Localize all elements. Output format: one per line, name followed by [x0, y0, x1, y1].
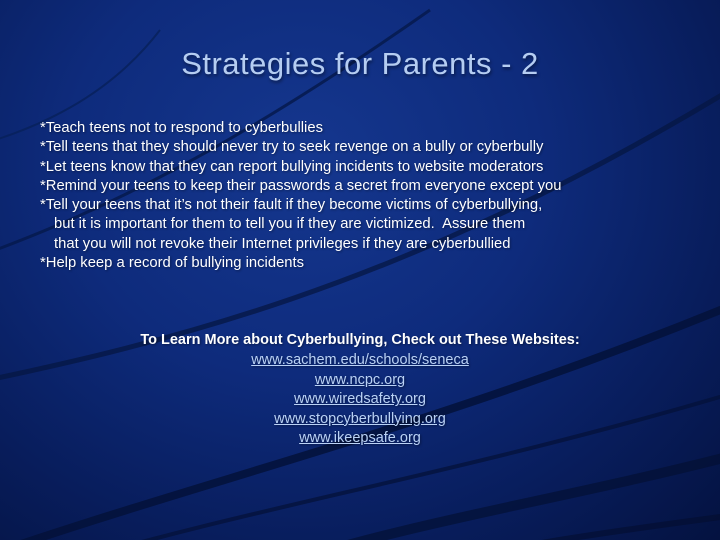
bullet-line: *Tell teens that they should never try to seek revenge on a bully or cyberbully [40, 139, 544, 156]
resources-heading: To Learn More about Cyberbullying, Check out These Websites: [140, 332, 580, 348]
bullet-line: *Let teens know that they can report bullying incidents to website moderators [40, 158, 544, 175]
link-ncpc-org[interactable]: www.ncpc.org [314, 371, 406, 388]
resources-section [0, 331, 720, 448]
link-ikeepsafe-org[interactable]: www.ikeepsafe.org [299, 430, 421, 447]
bullet-line: *Help keep a record of bullying incidents [40, 255, 305, 272]
link-wiredsafety-org[interactable]: www.wiredsafety.org [294, 391, 426, 408]
link-stopcyberbullying-org[interactable]: www.stopcyberbullying.org [274, 410, 446, 427]
bullet-line: *Tell your teens that it’s not their fault if they become victims of cyberbullying, [40, 197, 543, 214]
bullet-line: *Remind your teens to keep their passwords a secret from everyone except you [40, 177, 562, 194]
bullet-line-continuation: that you will not revoke their Internet privileges if they are cyberbullied [54, 235, 511, 252]
slide-title: Strategies for Parents - 2 [181, 46, 539, 81]
link-sachem-edu[interactable]: www.sachem.edu/schools/seneca [251, 352, 469, 369]
bullet-line: *Teach teens not to respond to cyberbullies [40, 120, 323, 136]
bullet-list [40, 119, 696, 273]
bullet-line-continuation: but it is important for them to tell you if they are victimized. Assure them [54, 216, 526, 233]
